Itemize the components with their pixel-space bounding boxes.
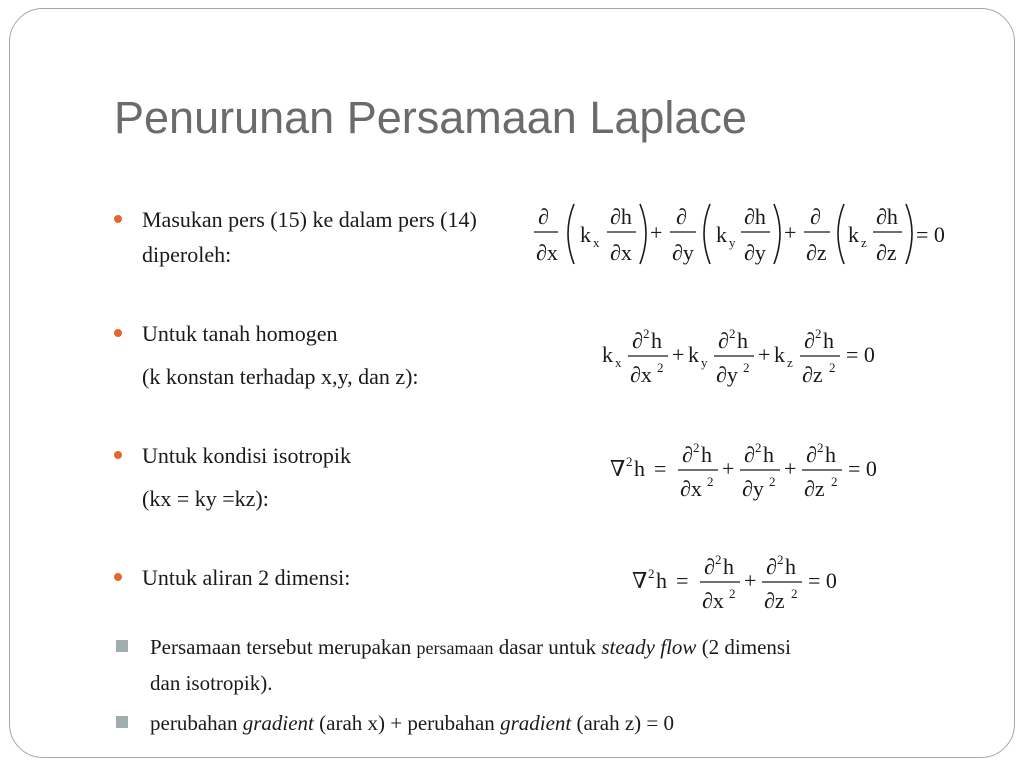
- eq3-h-2: h: [763, 442, 774, 467]
- eq2-h-3: h: [823, 328, 834, 353]
- bullet-1-line-2: diperoleh:: [142, 242, 232, 267]
- eq3-h-1: h: [701, 442, 712, 467]
- eq1-ky: k: [716, 222, 727, 247]
- bullet-3-line-2: (kx = ky =kz):: [142, 486, 269, 511]
- note-square-bullet: [116, 640, 128, 652]
- eq3-h: h: [634, 456, 645, 481]
- eq2-h-1: h: [651, 328, 662, 353]
- eq4-sup-3: 2: [777, 552, 784, 567]
- eq1-dx: ∂x: [536, 240, 558, 265]
- eq3-nabla: ∇: [610, 456, 626, 481]
- eq4-sup-4: 2: [791, 586, 798, 601]
- eq3-dz2: ∂z: [804, 476, 825, 501]
- eq1-kx-sub: x: [593, 235, 600, 250]
- eq1-kz: k: [848, 222, 859, 247]
- eq3-dy2: ∂y: [742, 476, 764, 501]
- eq3-dx2: ∂x: [680, 476, 702, 501]
- bullet-3-line-1: Untuk kondisi isotropik: [142, 443, 352, 468]
- eq1-dh-x: ∂h: [610, 204, 632, 229]
- eq1-dx-2: ∂x: [610, 240, 632, 265]
- eq2-plus: +: [672, 342, 685, 367]
- bullet-4-line-1: Untuk aliran 2 dimensi:: [142, 565, 351, 590]
- eq2-ky: k: [688, 342, 699, 367]
- eq2-kx-sub: x: [615, 355, 622, 370]
- eq1-dy-2: ∂y: [744, 240, 766, 265]
- note-1-line-1: [150, 634, 791, 661]
- eq3-d2h-z: ∂: [806, 442, 817, 467]
- slide-title: Penurunan Persamaan Laplace: [114, 92, 747, 143]
- eq1-partial-2: ∂: [676, 204, 687, 229]
- eq2-dz2: ∂z: [802, 362, 823, 387]
- eq4-equals: = 0: [808, 568, 837, 593]
- bullet-dot: [114, 451, 122, 459]
- bullet-2-line-1: Untuk tanah homogen: [142, 321, 338, 346]
- note-1-text-a: Persamaan tersebut merupakan: [150, 635, 417, 659]
- eq4-h: h: [656, 568, 667, 593]
- equation-darcy-3d: [530, 198, 960, 275]
- eq1-partial-3: ∂: [810, 204, 821, 229]
- eq1-dh-y: ∂h: [744, 204, 766, 229]
- eq1-dz-2: ∂z: [876, 240, 897, 265]
- eq2-equals: = 0: [846, 342, 875, 367]
- note-2-line-1: [150, 710, 674, 736]
- eq2-kz: k: [774, 342, 785, 367]
- eq1-plus: +: [650, 220, 663, 245]
- bullet-dot: [114, 215, 122, 223]
- eq1-equals: = 0: [916, 222, 945, 247]
- note-1-text-e: (2 dimensi: [696, 635, 791, 659]
- eq4-plus: +: [744, 568, 757, 593]
- eq2-kz-sub: z: [787, 355, 793, 370]
- note-2-text-b: gradient: [242, 711, 314, 735]
- eq1-ky-sub: y: [729, 235, 736, 250]
- eq3-sup-2: 2: [707, 474, 714, 489]
- eq4-sup-2: 2: [729, 586, 736, 601]
- eq4-dz2: ∂z: [764, 588, 785, 613]
- eq4-nabla-sup: 2: [648, 566, 655, 581]
- eq2-dy2: ∂y: [716, 362, 738, 387]
- eq2-kx: k: [602, 342, 613, 367]
- eq2-sup-1: 2: [643, 326, 650, 341]
- equation-2d: [632, 548, 862, 621]
- eq3-d2h-y: ∂: [744, 442, 755, 467]
- eq3-eq: =: [654, 456, 667, 481]
- eq4-h-2: h: [785, 554, 796, 579]
- eq4-d2h-z: ∂: [766, 554, 777, 579]
- eq4-nabla: ∇: [632, 568, 648, 593]
- eq2-d2h-x: ∂: [632, 328, 643, 353]
- bullet-1-line-1: Masukan pers (15) ke dalam pers (14): [142, 207, 477, 232]
- bullet-2-line-2: (k konstan terhadap x,y, dan z):: [142, 364, 419, 389]
- eq4-dx2: ∂x: [702, 588, 724, 613]
- eq1-plus-2: +: [784, 220, 797, 245]
- eq2-dx2: ∂x: [630, 362, 652, 387]
- eq2-ky-sub: y: [701, 355, 708, 370]
- note-1-line-2: dan isotropik).: [150, 671, 273, 695]
- eq3-plus: +: [722, 456, 735, 481]
- eq3-sup-1: 2: [693, 440, 700, 455]
- eq2-sup-4: 2: [743, 360, 750, 375]
- eq4-d2h-x: ∂: [704, 554, 715, 579]
- eq2-plus-2: +: [758, 342, 771, 367]
- eq3-plus-2: +: [784, 456, 797, 481]
- note-2-text-d: gradient: [500, 711, 572, 735]
- eq3-sup-5: 2: [817, 440, 824, 455]
- bullet-dot: [114, 329, 122, 337]
- eq1-partial: ∂: [538, 204, 549, 229]
- eq3-h-3: h: [825, 442, 836, 467]
- eq1-dy: ∂y: [672, 240, 694, 265]
- eq4-eq: =: [676, 568, 689, 593]
- eq1-kz-sub: z: [861, 235, 867, 250]
- eq2-sup-5: 2: [815, 326, 822, 341]
- eq2-sup-6: 2: [829, 360, 836, 375]
- note-2-text-e: (arah z) = 0: [571, 711, 675, 735]
- note-square-bullet: [116, 716, 128, 728]
- eq3-sup-4: 2: [769, 474, 776, 489]
- eq2-sup-3: 2: [729, 326, 736, 341]
- eq4-h-1: h: [723, 554, 734, 579]
- eq2-d2h-y: ∂: [718, 328, 729, 353]
- eq3-d2h-x: ∂: [682, 442, 693, 467]
- note-2-text-c: (arah x) + perubahan: [313, 711, 501, 735]
- eq3-equals: = 0: [848, 456, 877, 481]
- eq2-sup-2: 2: [657, 360, 664, 375]
- eq2-d2h-z: ∂: [804, 328, 815, 353]
- equation-homogeneous: [600, 322, 900, 395]
- note-2-text-a: perubahan: [150, 711, 243, 735]
- note-1-text-d: steady flow: [601, 635, 697, 659]
- eq1-dz: ∂z: [806, 240, 827, 265]
- eq2-h-2: h: [737, 328, 748, 353]
- note-1-text-c: dasar untuk: [493, 635, 602, 659]
- note-1-text-b: persamaan: [416, 638, 494, 658]
- eq1-dh-z: ∂h: [876, 204, 898, 229]
- eq3-nabla-sup: 2: [626, 454, 633, 469]
- bullet-dot: [114, 573, 122, 581]
- equation-isotropic: [610, 436, 900, 509]
- eq3-sup-6: 2: [831, 474, 838, 489]
- eq3-sup-3: 2: [755, 440, 762, 455]
- eq4-sup-1: 2: [715, 552, 722, 567]
- eq1-kx: k: [580, 222, 591, 247]
